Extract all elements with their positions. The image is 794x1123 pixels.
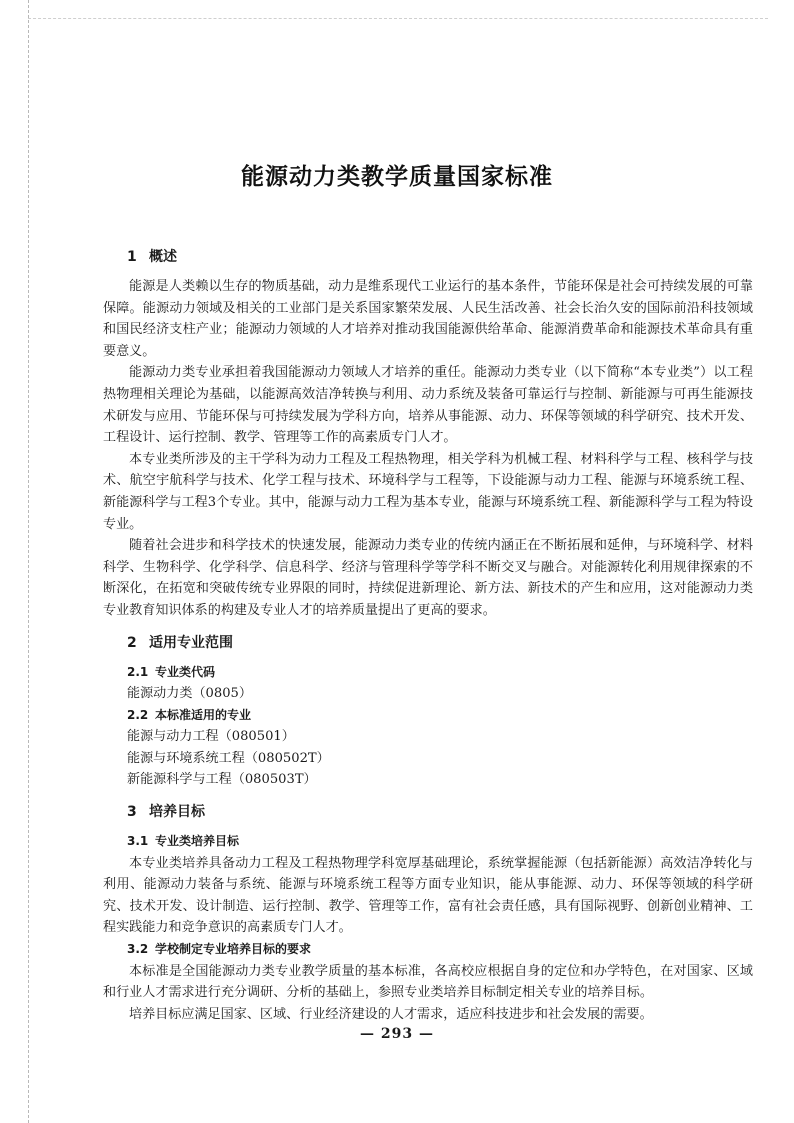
section-title: 概述	[149, 249, 177, 265]
document-title: 能源动力类教学质量国家标准	[241, 164, 553, 190]
subsection-number: 2.2	[127, 707, 149, 722]
subsection-title: 本标准适用的专业	[155, 707, 252, 722]
section-3-heading	[127, 801, 753, 823]
paragraph: 随着社会进步和科学技术的快速发展，能源动力类专业的传统内涵正在不断拓展和延伸，与环境科学、材料科学、生物科学、化学科学、信息科学、经济与管理科学等学科不断交叉与融合。对能源转化利用规律探索的不断深化，在拓宽和突破传统专业界限的同时，持续促进新理论、新方法、新技术的产生和应用，这对能源动力类专业教育知识体系的构建及专业人才的培养质量提出了更高的要求。	[103, 538, 753, 618]
section-1-heading	[127, 246, 753, 268]
major-line: 新能源科学与工程（080503T）	[127, 772, 317, 788]
subsection-3-2-heading	[127, 939, 753, 961]
paragraph: 能源动力类专业承担着我国能源动力领域人才培养的重任。能源动力类专业（以下简称“本专业类”）以工程热物理相关理论为基础，以能源高效洁净转换与利用、动力系统及装备可靠运行与控制、新能源与可再生能源技术研发与应用、节能环保与可持续发展为学科方向，培养从事能源、动力、环保等领域的科学研究、技术开发、工程设计、运行控制、教学、管理等工作的高素质专门人才。	[103, 365, 753, 446]
page-number: — 293 —	[360, 1026, 434, 1042]
major-line: 能源与环境系统工程（080502T）	[127, 750, 330, 766]
section-title: 培养目标	[149, 804, 205, 821]
document-body	[103, 246, 753, 1025]
paragraph: 本标准是全国能源动力类专业教学质量的基本标准，各高校应根据自身的定位和办学特色，在对国家、区域和行业人才需求进行充分调研、分析的基础上，参照专业类培养目标制定相关专业的培养目标。	[103, 963, 753, 1001]
subsection-title: 学校制定专业培养目标的要求	[155, 942, 312, 957]
subsection-number: 2.1	[127, 664, 149, 679]
subsection-3-1-heading	[127, 831, 753, 853]
major-line: 能源与动力工程（080501）	[127, 729, 295, 745]
section-number: 1	[127, 249, 137, 265]
subsection-2-1-heading	[127, 662, 753, 684]
paragraph: 能源是人类赖以生存的物质基础，动力是维系现代工业运行的基本条件，节能环保是社会可持续发展的可靠保障。能源动力领域及相关的工业部门是关系国家繁荣发展、人民生活改善、社会长治久安的国际前沿科技领域和国民经济支柱产业；能源动力领域的人才培养对推动我国能源供给革命、能源消费革命和能源技术革命具有重要意义。	[103, 279, 753, 359]
paragraph: 本专业类培养具备动力工程及工程热物理学科宽厚基础理论，系统掌握能源（包括新能源）高效洁净转化与利用、能源动力装备与系统、能源与环境系统工程等方面专业知识，能从事能源、动力、环保等领域的科学研究、技术开发、设计制造、运行控制、教学、管理等工作，富有社会责任感，具有国际视野、创新创业精神、工程实践能力和竞争意识的高素质专门人才。	[103, 855, 753, 936]
subsection-title: 专业类代码	[155, 664, 216, 679]
subsection-number: 3.2	[127, 942, 149, 957]
subsection-number: 3.1	[127, 834, 149, 849]
scan-edge-top	[28, 18, 768, 19]
subsection-2-2-heading	[127, 705, 753, 727]
paragraph: 本专业类所涉及的主干学科为动力工程及工程热物理，相关学科为机械工程、材料科学与工程、核科学与技术、航空宇航科学与技术、化学工程与技术、环境科学与工程等，下设能源与动力工程、能源与环境系统工程、新能源科学与工程3个专业。其中，能源与动力工程为基本专业，能源与环境系统工程、新能源科学与工程为特设专业。	[103, 451, 753, 532]
section-2-heading	[127, 632, 753, 654]
paragraph: 培养目标应满足国家、区域、行业经济建设的人才需求，适应科技进步和社会发展的需要。	[129, 1006, 653, 1022]
code-line: 能源动力类（0805）	[127, 686, 252, 702]
section-number: 2	[127, 634, 137, 651]
section-number: 3	[127, 804, 137, 821]
subsection-title: 专业类培养目标	[155, 834, 240, 849]
section-title: 适用专业范围	[149, 634, 233, 651]
